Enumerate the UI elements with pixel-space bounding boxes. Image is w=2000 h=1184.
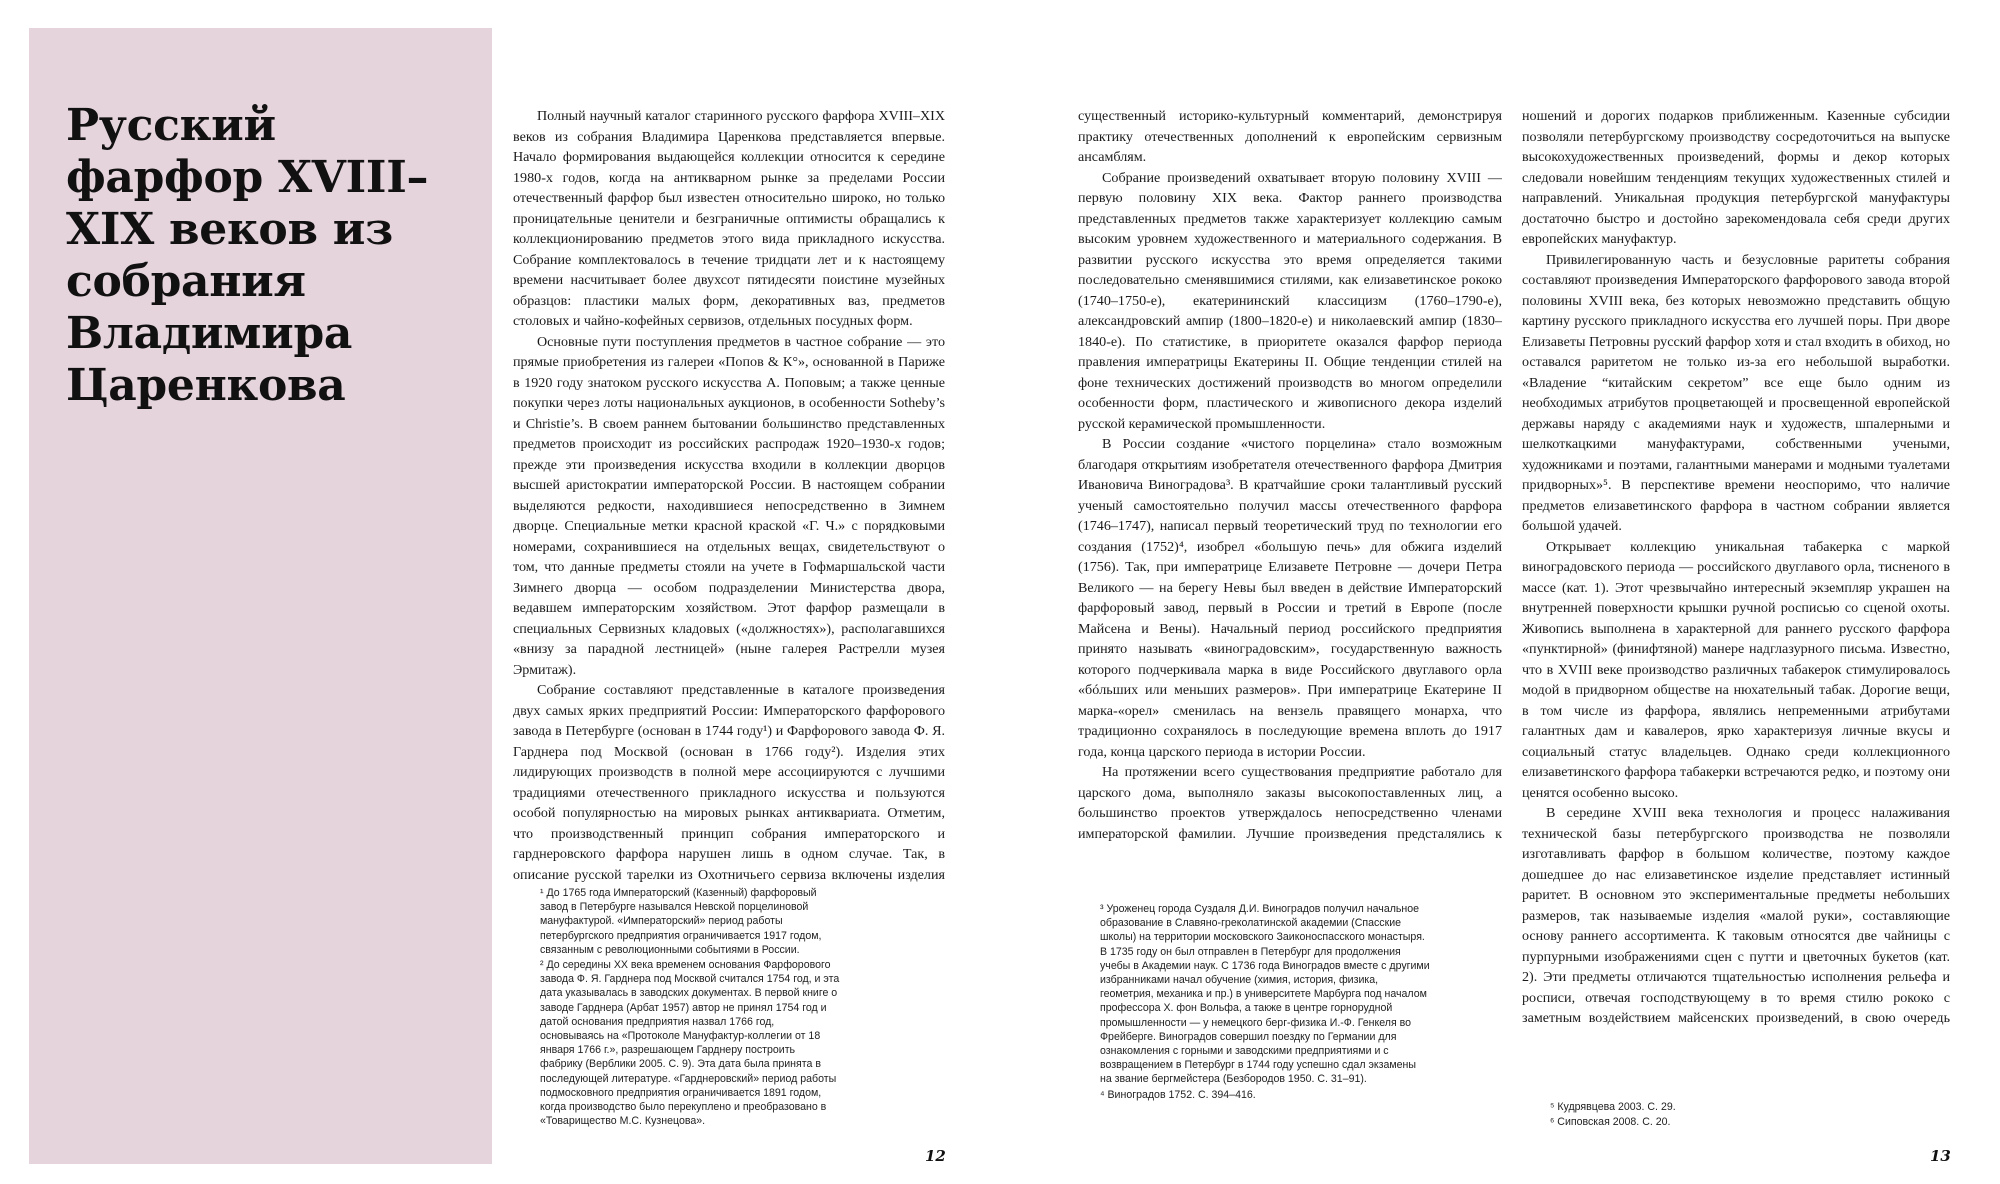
paragraph: Открывает коллекцию уникальная табакерка с маркой виноградовского периода — российского двуглавого орла, тисненого в массе (кат. 1). Этот чрезвычайно интересный экземпляр украшен на внутренней поверхности крышки ручной росписью со сценой охоты. Живопись выполнена в характерной для раннего русского фарфора «пунктирной» (финифтяной) манере надглазурного письма. Известно, что в XVIII веке производство различных табакерок стимулировалось модой в придворном обществе на нюхательный табак. Дорогие вещи, в том числе из фарфора, являлись непременными атрибутами галантных дам и кавалеров, ярко характеризуя личные вкусы и социальный статус владельцев. Однако среди коллекционного елизаветинского фарфора табакерки встречаются редко, и поэтому они ценятся особенно высоко. [1522, 538, 1950, 801]
footnotes-middle [1100, 902, 1430, 1132]
footnote: ³ Уроженец города Суздаля Д.И. Виноградов получил начальное образование в Славяно-греколатинской академии (Спасские школы) на территории московского Заиконоспасского монастыря. В 1735 году он был отправлен в Петербург для продолжения учебы в Академии наук. С 1736 года Виноградов вместе с другими избранниками начал обучение (химия, история, физика, геометрия, механика и пр.) в университете Марбурга под началом профессора Х. фон Вольфа, а также в центре горнорудной промышленности — у немецкого берг-физика И.-Ф. Генкеля во Фрейберге. Виноградов совершил поездку по Германии для ознакомления с горными и заводскими предприятиями и с возвращением в Петербург в 1744 году успешно сдал экзамены на звание бергмейстера (Безбородов 1950. С. 31–91). [1100, 903, 1430, 1086]
paragraph: В России создание «чистого порцелина» стало возможным благодаря открытиям изобретателя отечественного фарфора Дмитрия Ивановича Виноградова³. В кратчайшие сроки талантливый русский ученый самостоятельно получил массы отечественного фарфора (1746–1747), написал первый теоретический труд по технологии его создания (1752)⁴, изобрел «большую печь» для обжига изделий (1756). Так, при императрице Елизавете Петровне — дочери Петра Великого — на берегу Невы был введен в действие Императорский фарфоровый завод, первый в России и третий в Европе (после Майсена и Вены). Начальный период российского предприятия принято называть «виноградовским», государственную важность которого подчеркивала марка в виде Российского двуглавого орла «бóльших или меньших размеров». При императрице Екатерине II марка-«орел» сменилась на вензель правящего монарха, что традиционно сохранялось в последующие времена вплоть до 1917 года, конца царского периода в истории России. [1078, 436, 1502, 760]
paragraph: Основные пути поступления предметов в частное собрание — это прямые приобретения из галереи «Попов & К°», основанной в Париже в 1920 году знатоком русского искусства А. Поповым; а также ценные покупки через лоты национальных аукционов, в особенности Sotheby’s и Christie’s. В своем раннем бытовании большинство представленных предметов происходит из российских распродаж 1920–1930-х годов; прежде эти произведения искусства входили в коллекции дворцов высшей аристократии императорской России. В настоящем собрании выделяются редкости, находившиеся непосредственно в Зимнем дворце. Специальные метки красной краской «Г. Ч.» с порядковыми номерами, сохранившиеся на отдельных вещах, свидетельствуют о том, что данные предметы стояли на учете в Гофмаршальской части Зимнего дворца — особом подразделении Министерства двора, ведавшем императорским хозяйством. Этот фарфор размещали в специальных Сервизных кладовых («должностях»), располагавшихся «внизу за парадной лестницей» (ныне галерея Растрелли музея Эрмитаж). [513, 333, 945, 678]
paragraph: существенный историко-культурный комментарий, демонстрируя практику отечественных дополнений к европейским сервизным ансамблям. [1078, 108, 1502, 165]
text-column-2 [1078, 106, 1502, 846]
page-title: Русский фарфор XVIII–XIX веков из собрания Владимира Царенкова [66, 100, 429, 411]
page-number-left: 12 [925, 1147, 946, 1165]
footnotes-left [540, 886, 840, 1132]
footnote: ² До середины XX века временем основания Фарфорового завода Ф. Я. Гарднера под Москвой считался 1754 год, и эта дата указывалась в заводских документах. В первой книге о заводе Гарднера (Арбат 1957) автор не принял 1754 год и датой основания предприятия назвал 1766 год, основываясь на «Протоколе Мануфактур-коллегии от 18 января 1766 г.», разрешающем Гарднеру построить фабрику (Верблики 2005. С. 9). Эта дата была принята в последующей литературе. «Гарднеровский» период работы подмосковного предприятия ограничивается 1891 годом, когда производство было перекуплено и преобразовано в «Товарищество М.С. Кузнецова». [540, 959, 840, 1128]
footnote: ⁴ Виноградов 1752. С. 394–416. [1100, 1088, 1256, 1101]
paragraph: В середине XVIII века технология и процесс налаживания технической базы петербургского производства не позволяли изготавливать фарфор в большом количестве, поэтому каждое дошедшее до нас елизаветинское изделие представляет истинный раритет. В основном это экспериментальные предметы небольших размеров, так называемые изделия «малой руки», составляющие основу раннего ассортимента. К таковым относятся две чайницы с пурпурными изображениями сцен с путти и цветочных букетов (кат. 2). Эти предметы отличаются тщательностью исполнения рельефа и росписи, отвечая господствующему в то время стилю рококо с заметным воздействием майсенских произведений, в свою очередь [1522, 805, 1950, 1026]
footnote: ¹ До 1765 года Императорский (Казенный) фарфоровый завод в Петербурге назывался Невской порцелиновой мануфактурой. «Императорский» период работы петербургского предприятия ограничивается 1917 годом, связанным с революционными событиями в России. [540, 887, 822, 956]
paragraph: Полный научный каталог старинного русского фарфора XVIII–XIX веков из собрания Владимира Царенкова представляется впервые. Начало формирования выдающейся коллекции относится к середине 1980-х годов, когда на антикварном рынке за пределами России отечественный фарфор был известен относительно широко, но только проницательные ценители и безграничные оптимисты обращались к коллекционированию предметов этого вида прикладного искусства. Собрание комплектовалось в течение тридцати лет и к настоящему времени насчитывает более двухсот пятидесяти поистине музейных образцов: пластики малых форм, декоративных ваз, предметов столовых и чайно-кофейных сервизов, отдельных посудных форм. [513, 108, 945, 329]
footnote: ⁵ Кудрявцева 2003. С. 29. [1550, 1101, 1676, 1113]
page-number-right: 13 [1930, 1147, 1951, 1165]
footnote: ⁶ Сиповская 2008. С. 20. [1550, 1116, 1671, 1129]
paragraph: На протяжении всего существования предприятие работало для царского дома, выполняло заказы высокопоставленных лиц, а большинство проектов утверждалось непосредственно членами императорской фамилии. Лучшие произведения предсталялись к [1078, 764, 1502, 842]
footnotes-right [1550, 1100, 1800, 1136]
paragraph: Привилегированную часть и безусловные раритеты собрания составляют произведения Императорского фарфорового завода второй половины XVIII века, без которых невозможно представить общую картину русского прикладного искусства его лучшей поры. При дворе Елизаветы Петровны русский фарфор хотя и стал входить в обиход, но оставался раритетом не только из-за его небольшой выработки. «Владение “китайским секретом” все еще было одним из необходимых атрибутов процветающей и просвещенной европейской державы наряду с академиями наук и художеств, шпалерными и шелкоткацкими мануфактурами, собственными учеными, художниками и поэтами, галантными манерами и модными туалетами придворных»⁵. В перспективе времени неоспоримо, что наличие предметов елизаветинского фарфора в частном собрании является большой удачей. [1522, 251, 1950, 534]
paragraph: Собрание произведений охватывает вторую половину XVIII — первую половину XIX века. Фактор раннего производства представленных предметов также характеризует коллекцию самым высоким уровнем художественного и материального содержания. В развитии русского искусства это время определяется такими последовательно сменявшимися стилями, как елизаветинское рококо (1740–1750-е), екатерининский классицизм (1760–1790-е), александровский ампир (1800–1820-е) и николаевский ампир (1830–1840-е). По статистике, в приоритете оказался фарфор периода правления императрицы Екатерины II. Общие тенденции стилей на фоне технических достижений производств во многом определили особенности форм, пластического и живописного декора изделий русской керамической промышленности. [1078, 169, 1502, 432]
paragraph: Собрание составляют представленные в каталоге произведения двух самых ярких предприятий России: Императорского фарфорового завода в Петербурге (основан в 1744 году¹) и Фарфорового завода Ф. Я. Гарднера под Москвой (основан в 1766 году²). Изделия этих лидирующих производств в полной мере ассоциируются с лучшими традициями отечественного прикладного искусства и пользуются особой популярностью на мировых рынках антиквариата. Отметим, что производственный принцип собрания императорского и гарднеровского фарфора нарушен лишь в одном случае. Так, в описание русской тарелки из Охотничьего сервиза включены изделия [513, 682, 945, 883]
paragraph: ношений и дорогих подарков приближенным. Казенные субсидии позволяли петербургскому производству сосредоточиться на выпуске высокохудожественных произведений, формы и декор которых следовали новейшим тенденциям текущих художественных стилей и направлений. Уникальная продукция петербургской мануфактуры достаточно быстро и достойно зарекомендовала себя среди других европейских мануфактур. [1522, 108, 1950, 247]
text-column-3 [1522, 106, 1950, 1026]
text-column-1 [513, 106, 945, 886]
